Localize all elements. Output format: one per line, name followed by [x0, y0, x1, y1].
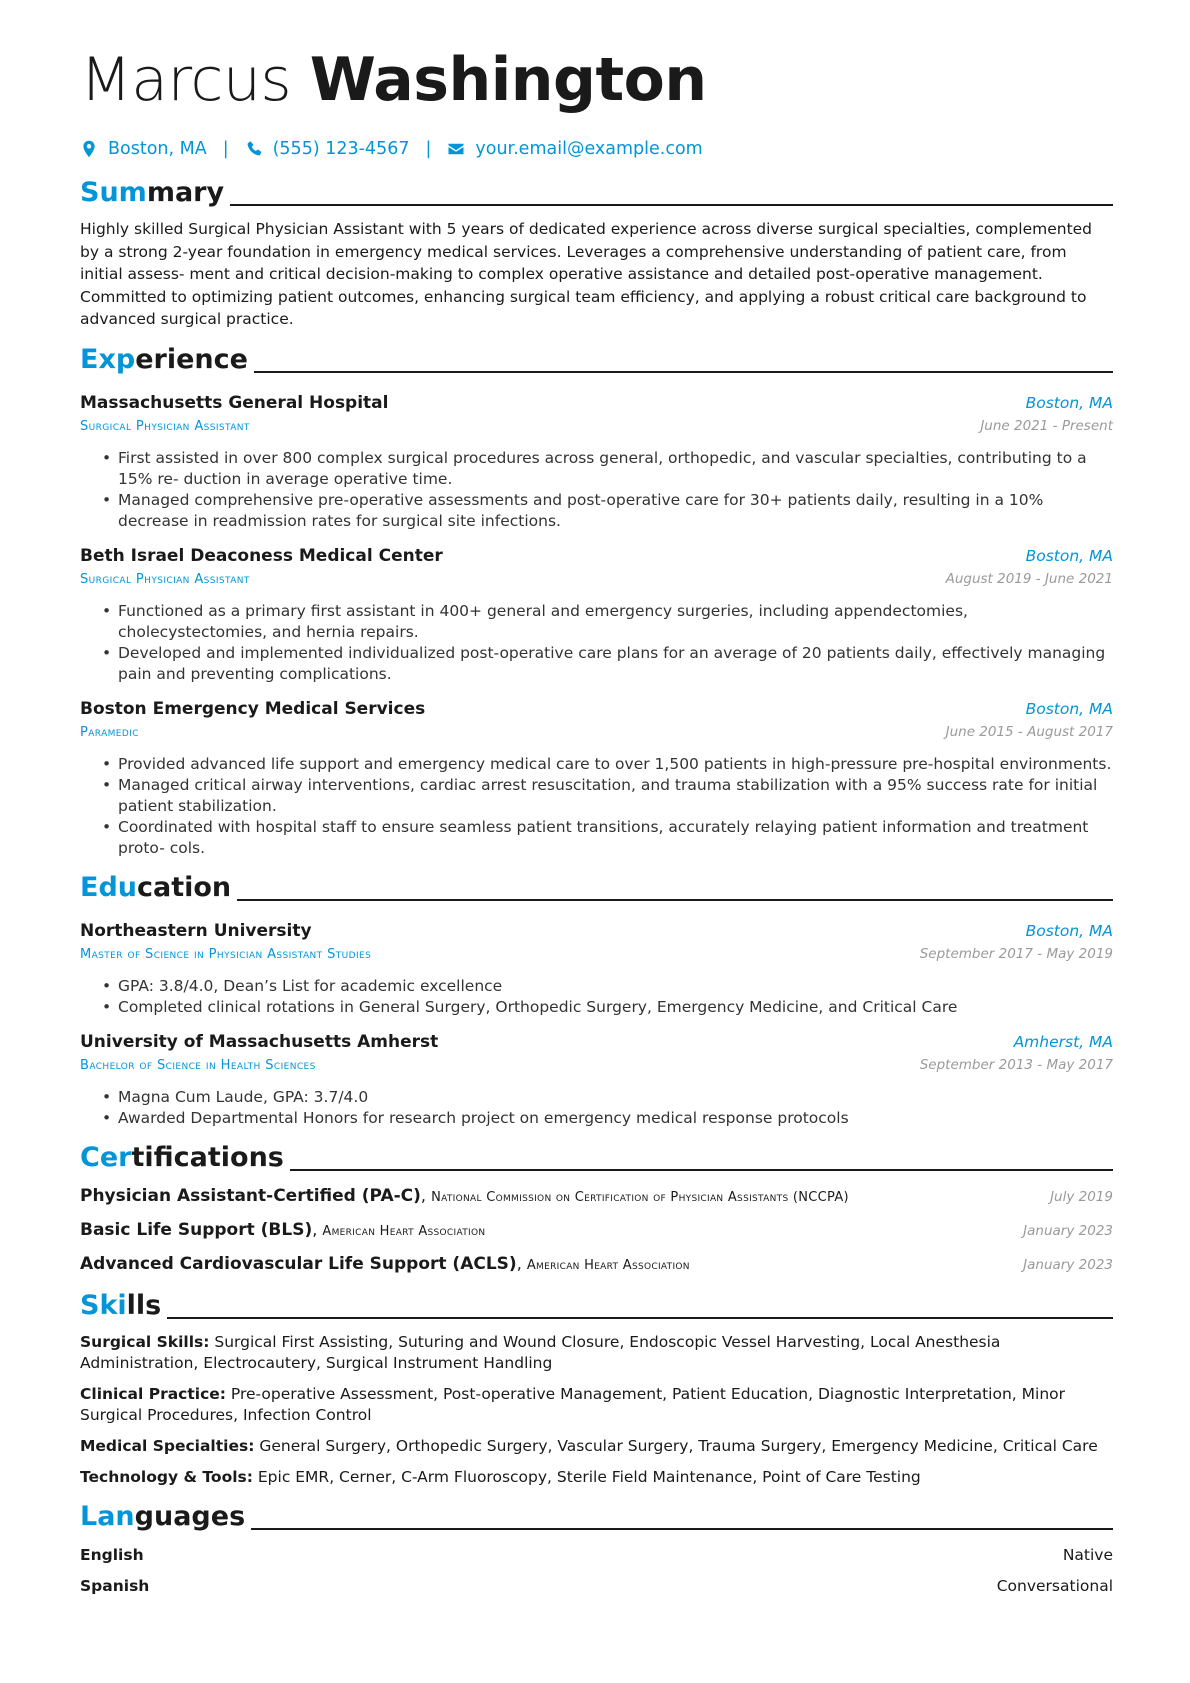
bullet-item: • Provided advanced life support and emergency medical care to over 1,500 patients in high-pressure pre-hospital environments.: [102, 754, 1113, 775]
certification-name: Basic Life Support (BLS): [80, 1219, 313, 1240]
language-item: [80, 1575, 1113, 1597]
bullet-item: • Developed and implemented individualized post-operative care plans for an average of 20 patients daily, effectively managing pain and preventing complications.: [102, 643, 1113, 685]
certification-date: January 2023: [1023, 1256, 1113, 1273]
entry-dates: September 2013 - May 2017: [919, 1056, 1113, 1073]
language-item: [80, 1544, 1113, 1566]
employer-name: Massachusetts General Hospital: [80, 392, 389, 413]
section-title: Education: [80, 871, 232, 903]
section-rule: [290, 1169, 1113, 1171]
map-pin-icon: [80, 140, 98, 158]
section-title: Certifications: [80, 1141, 284, 1173]
section-heading: [80, 1287, 1113, 1325]
section-rule: [167, 1317, 1113, 1319]
candidate-name: [80, 36, 1113, 124]
languages-list: [80, 1544, 1113, 1597]
last-name: Washington: [309, 45, 707, 115]
entry-location: Boston, MA: [1025, 921, 1113, 940]
skill-label: Technology & Tools:: [80, 1467, 253, 1486]
entry-location: Boston, MA: [1025, 546, 1113, 565]
bullet-list: [102, 601, 1113, 685]
phone-icon: [245, 140, 263, 158]
section-title: Summary: [80, 177, 225, 208]
section-title: Languages: [80, 1500, 246, 1532]
languages-section: [80, 1498, 1113, 1597]
bullet-item: • Magna Cum Laude, GPA: 3.7/4.0: [102, 1087, 1113, 1108]
bullet-list: [102, 448, 1113, 532]
skill-values: Surgical First Assisting, Suturing and Wound Closure, Endoscopic Vessel Harvesting, Local Anesthesia Administration, Electrocautery, Surgical Instrument Handling: [80, 1332, 1001, 1372]
location-text: Boston, MA: [108, 139, 207, 159]
school-name: University of Massachusetts Amherst: [80, 1031, 439, 1052]
bullet-item: • Coordinated with hospital staff to ensure seamless patient transitions, accurately relaying patient information and treatment proto- cols.: [102, 817, 1113, 859]
entry-dates: June 2021 - Present: [980, 417, 1113, 434]
language-level: Native: [1062, 1545, 1113, 1564]
section-rule: [251, 1528, 1113, 1530]
language-level: Conversational: [996, 1576, 1113, 1595]
bullet-item: • Functioned as a primary first assistant in 400+ general and emergency surgeries, including appendectomies, cholecystectomies, and hernia repairs.: [102, 601, 1113, 643]
skills-section: [80, 1287, 1113, 1488]
certification-name: Physician Assistant-Certified (PA-C): [80, 1185, 421, 1206]
certification-list: [80, 1183, 1113, 1277]
experience-entry: [80, 544, 1113, 685]
degree-title: Bachelor of Science in Health Sciences: [80, 1057, 316, 1073]
bullet-item: • Completed clinical rotations in General Surgery, Orthopedic Surgery, Emergency Medicine, and Critical Care: [102, 997, 1113, 1018]
employer-name: Boston Emergency Medical Services: [80, 698, 426, 719]
degree-title: Master of Science in Physician Assistant Studies: [80, 946, 372, 962]
contact-location: [80, 139, 207, 159]
entry-location: Amherst, MA: [1013, 1032, 1113, 1051]
contact-email[interactable]: [447, 139, 702, 159]
bullet-list: [102, 754, 1113, 859]
email-link[interactable]: your.email@example.com: [475, 139, 703, 159]
bullet-item: • First assisted in over 800 complex surgical procedures across general, orthopedic, and vascular specialties, contributing to a 15% re- duction in average operative time.: [102, 448, 1113, 490]
skill-label: Clinical Practice:: [80, 1384, 226, 1403]
experience-section: [80, 341, 1113, 859]
certification-name: Advanced Cardiovascular Life Support (ACLS): [80, 1253, 517, 1274]
education-section: [80, 869, 1113, 1129]
section-title: Skills: [80, 1289, 162, 1321]
skill-values: General Surgery, Orthopedic Surgery, Vascular Surgery, Trauma Surgery, Emergency Medicine, Critical Care: [254, 1436, 1098, 1455]
contact-phone[interactable]: [245, 139, 410, 159]
section-heading: [80, 1498, 1113, 1536]
bullet-list: [102, 1087, 1113, 1129]
bullet-item: • GPA: 3.8/4.0, Dean’s List for academic excellence: [102, 976, 1113, 997]
certification-date: July 2019: [1050, 1188, 1113, 1205]
section-rule: [230, 204, 1113, 206]
contact-line: [80, 134, 1113, 164]
certification-item: Basic Life Support (BLS), American Heart Association January 2023: [80, 1219, 1113, 1240]
language-name: English: [80, 1545, 144, 1564]
education-entry: [80, 919, 1113, 1018]
experience-entry: [80, 391, 1113, 532]
bullet-item: • Managed critical airway interventions, cardiac arrest resuscitation, and trauma stabilization with a 95% success rate for initial patient stabilization.: [102, 775, 1113, 817]
entry-dates: June 2015 - August 2017: [945, 723, 1113, 740]
skill-group: [80, 1332, 1113, 1374]
certification-item: Physician Assistant-Certified (PA-C), National Commission on Certification of Physician Assistants (NCCPA) July 2019: [80, 1185, 1113, 1206]
bullet-item: • Awarded Departmental Honors for research project on emergency medical response protocols: [102, 1108, 1113, 1129]
section-heading: [80, 341, 1113, 379]
entry-dates: September 2017 - May 2019: [919, 945, 1113, 962]
certifications-section: [80, 1139, 1113, 1277]
skill-group: [80, 1467, 1113, 1488]
school-name: Northeastern University: [80, 920, 312, 941]
employer-name: Beth Israel Deaconess Medical Center: [80, 545, 443, 566]
contact-separator: |: [425, 139, 432, 159]
certification-issuer: American Heart Association: [526, 1257, 690, 1273]
section-rule: [237, 899, 1113, 901]
phone-text: (555) 123-4567: [272, 139, 410, 159]
job-title: Paramedic: [80, 724, 139, 740]
contact-separator: |: [222, 139, 229, 159]
summary-section: [80, 174, 1113, 331]
skill-values: Pre-operative Assessment, Post-operative Management, Patient Education, Diagnostic Interpretation, Minor Surgical Procedures, Infection Control: [80, 1384, 1066, 1424]
entry-location: Boston, MA: [1025, 699, 1113, 718]
skill-group: [80, 1436, 1113, 1457]
skill-group: [80, 1384, 1113, 1426]
bullet-item: • Managed comprehensive pre-operative assessments and post-operative care for 30+ patients daily, resulting in a 10% decrease in readmission rates for surgical site infections.: [102, 490, 1113, 532]
experience-entry: [80, 697, 1113, 859]
envelope-icon: [447, 140, 465, 158]
skill-label: Surgical Skills:: [80, 1332, 210, 1351]
job-title: Surgical Physician Assistant: [80, 418, 250, 434]
certification-issuer: American Heart Association: [322, 1223, 486, 1239]
language-name: Spanish: [80, 1576, 150, 1595]
summary-text: Highly skilled Surgical Physician Assistant with 5 years of dedicated experience across diverse surgical specialties, complemented by a strong 2-year foundation in emergency medical services. Leverages a comprehensive understanding of patient care, from initial assess- ment and critical decision-making to complex operative assistance and detailed post-operative management. Committed to optimizing patient outcomes, enhancing surgical team efficiency, and applying a robust critical care background to advanced surgical practice.: [80, 220, 1093, 329]
entry-location: Boston, MA: [1025, 393, 1113, 412]
section-title: Experience: [80, 343, 248, 375]
entry-dates: August 2019 - June 2021: [945, 570, 1113, 587]
certification-issuer: National Commission on Certification of Physician Assistants (NCCPA): [431, 1189, 849, 1205]
skills-list: [80, 1332, 1113, 1488]
certification-item: Advanced Cardiovascular Life Support (ACLS), American Heart Association January 2023: [80, 1253, 1113, 1274]
section-heading: [80, 174, 1113, 212]
education-entry: [80, 1030, 1113, 1129]
section-heading: [80, 869, 1113, 907]
section-rule: [254, 371, 1113, 373]
section-heading: [80, 1139, 1113, 1177]
first-name: Marcus: [80, 45, 292, 115]
job-title: Surgical Physician Assistant: [80, 571, 250, 587]
bullet-list: [102, 976, 1113, 1018]
certification-date: January 2023: [1023, 1222, 1113, 1239]
skill-label: Medical Specialties:: [80, 1436, 255, 1455]
skill-values: Epic EMR, Cerner, C-Arm Fluoroscopy, Sterile Field Maintenance, Point of Care Testing: [252, 1467, 921, 1486]
